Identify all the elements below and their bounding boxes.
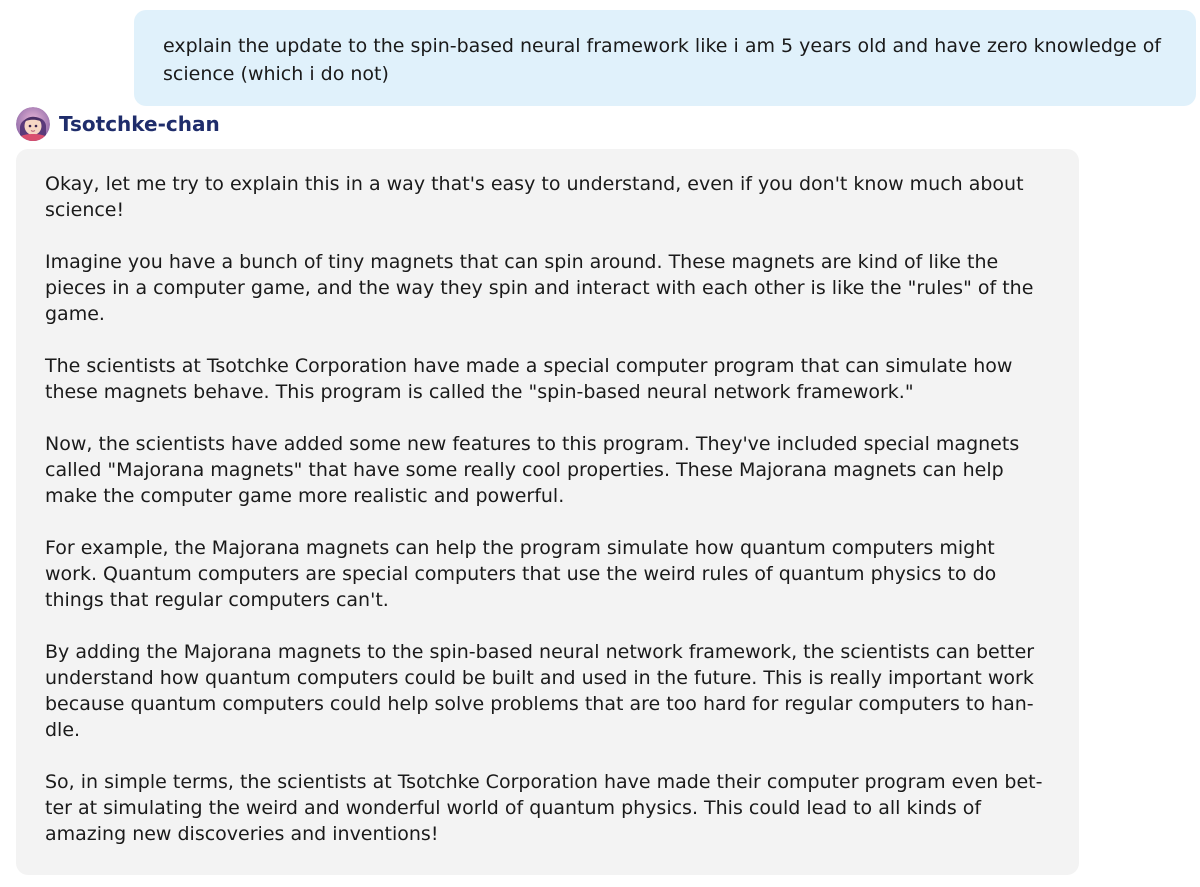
anime-avatar-icon[interactable] bbox=[16, 107, 50, 141]
reply-paragraph: Okay, let me try to explain this in a way that's easy to understand, even if you don't know much about science! bbox=[45, 173, 1024, 221]
reply-paragraph: The scientists at Tsotchke Corporation have made a special computer program that can simulate how these magnets behave. This program is called the "spin-based neural network framework." bbox=[45, 355, 1013, 403]
sender-name: Tsotchke-chan bbox=[59, 112, 220, 136]
reply-paragraph: Imagine you have a bunch of tiny magnets that can spin around. These magnets are kind of like the pieces in a computer game, and the way they spin and interact with each other is like the "rules" of the game. bbox=[45, 251, 1034, 325]
assistant-sender bbox=[16, 106, 220, 142]
user-message-bubble bbox=[134, 10, 1196, 106]
user-message-text: explain the update to the spin-based neural framework like i am 5 years old and have zero knowledge of science (which i do not) bbox=[163, 35, 1162, 85]
reply-paragraph: By adding the Majorana magnets to the spin-based neural network framework, the scientists can better understand how quantum computers could be built and used in the future. This is really important work because quantum computers could help solve problems that are too hard for regular computers to han-dle. bbox=[45, 641, 1035, 741]
reply-paragraph: Now, the scientists have added some new features to this program. They've included special magnets called "Majorana magnets" that have some really cool properties. These Majorana magnets can help make the computer game more realistic and powerful. bbox=[45, 433, 1020, 507]
reply-paragraph: For example, the Majorana magnets can help the program simulate how quantum computers might work. Quantum computers are special computers that use the weird rules of quantum physics to do things that regular computers can't. bbox=[45, 537, 997, 611]
reply-paragraph: So, in simple terms, the scientists at Tsotchke Corporation have made their computer program even bet-ter at simulating the weird and wonderful world of quantum physics. This could lead to all kinds of amazing new discoveries and inventions! bbox=[45, 771, 1043, 845]
assistant-reply-bubble bbox=[16, 149, 1079, 875]
